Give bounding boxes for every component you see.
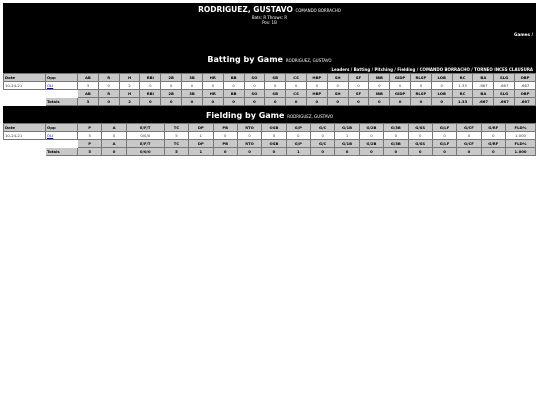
stat-cell: 0	[384, 132, 408, 140]
column-header[interactable]: TC	[164, 140, 188, 148]
column-header[interactable]: SF	[348, 74, 369, 82]
total-cell: 0	[335, 148, 359, 156]
column-header[interactable]: G/C	[311, 124, 335, 132]
blank-cell	[46, 140, 78, 148]
column-header[interactable]: GIDP	[390, 74, 411, 82]
column-header[interactable]: G/2B	[359, 124, 383, 132]
games-link[interactable]: Games /	[514, 32, 533, 37]
column-header[interactable]: RBI	[140, 90, 161, 98]
column-header[interactable]: GIDP	[390, 90, 411, 98]
stat-cell: 1.000	[506, 132, 536, 140]
batting-title-bar	[3, 54, 536, 66]
column-header[interactable]: SH	[327, 90, 348, 98]
column-header[interactable]: SH	[327, 74, 348, 82]
total-cell: .667	[473, 98, 494, 106]
blank-cell	[4, 148, 46, 156]
stat-cell: 0	[140, 82, 161, 90]
column-header[interactable]: 2B	[161, 90, 182, 98]
column-header[interactable]: G/1B	[335, 140, 359, 148]
stat-cell: 0	[359, 132, 383, 140]
blank-cell	[4, 90, 46, 98]
column-header[interactable]: G/LF	[432, 140, 456, 148]
column-header[interactable]: TC	[164, 124, 188, 132]
total-cell: 0	[161, 98, 182, 106]
column-header[interactable]: SO	[244, 90, 265, 98]
total-cell: 0	[359, 148, 383, 156]
column-header[interactable]: 3B	[182, 74, 203, 82]
column-header[interactable]: E/F/T	[126, 124, 164, 132]
column-header[interactable]: PB	[213, 140, 237, 148]
total-cell: 0	[306, 98, 327, 106]
fielding-header-row	[4, 124, 536, 132]
column-header[interactable]: RLSP	[411, 74, 432, 82]
total-cell: 5	[164, 148, 188, 156]
column-header[interactable]: HR	[202, 90, 223, 98]
column-header[interactable]: RTO	[237, 140, 261, 148]
stat-cell: 0	[286, 82, 307, 90]
column-header[interactable]: HR	[202, 74, 223, 82]
fielding-subtitle: RODRIGUEZ, GUSTAVO	[287, 114, 334, 119]
total-cell: 0	[411, 98, 432, 106]
blank-cell	[4, 98, 46, 106]
total-cell: 3	[78, 98, 99, 106]
stat-cell: 1.33	[452, 82, 473, 90]
stat-cell: 0	[408, 132, 432, 140]
stat-cell: 0	[348, 82, 369, 90]
player-name-line	[3, 3, 536, 15]
batting-subtitle: RODRIGUEZ, GUSTAVO	[285, 58, 332, 63]
column-header[interactable]: R	[98, 74, 119, 82]
stat-cell: .667	[515, 82, 536, 90]
total-cell: 0	[98, 98, 119, 106]
column-header[interactable]: LOB	[431, 90, 452, 98]
column-header[interactable]: 3B	[182, 90, 203, 98]
page-container	[3, 3, 536, 156]
total-cell: 0	[237, 148, 261, 156]
stat-cell: 1	[335, 132, 359, 140]
column-header[interactable]: DP	[189, 140, 213, 148]
total-cell: 0	[431, 98, 452, 106]
totals-label: Totals	[46, 98, 78, 106]
fielding-title-bar	[3, 109, 536, 123]
column-header[interactable]: SF	[348, 90, 369, 98]
column-header[interactable]: PB	[213, 124, 237, 132]
batting-header-row	[4, 74, 536, 82]
column-header[interactable]: FLD%	[506, 140, 536, 148]
total-cell: 1	[189, 148, 213, 156]
column-header[interactable]: SLG	[494, 90, 515, 98]
total-cell: 5	[78, 148, 102, 156]
column-header[interactable]: G/CF	[457, 140, 481, 148]
total-cell: 0/0/0	[126, 148, 164, 156]
total-cell: 0	[102, 148, 126, 156]
stat-cell: 0	[262, 132, 286, 140]
total-cell: 1	[286, 148, 310, 156]
column-header[interactable]: RC	[452, 74, 473, 82]
bats-throws: Bats: R Throws: R	[251, 15, 288, 20]
total-cell: .667	[515, 98, 536, 106]
column-header[interactable]: RLSP	[411, 90, 432, 98]
column-header[interactable]: BB	[223, 74, 244, 82]
total-cell: 0	[202, 98, 223, 106]
stat-cell: 1	[189, 132, 213, 140]
blank-cell	[46, 90, 78, 98]
total-cell: 2	[119, 98, 140, 106]
fielding-table	[3, 123, 536, 156]
total-cell: .667	[494, 98, 515, 106]
column-header[interactable]: G/3B	[384, 140, 408, 148]
column-header[interactable]: G/LF	[432, 124, 456, 132]
column-header[interactable]: G/2B	[359, 140, 383, 148]
column-header[interactable]: G/3B	[384, 124, 408, 132]
stat-cell: 0	[457, 132, 481, 140]
stat-cell: 0	[411, 82, 432, 90]
table-row	[4, 132, 536, 140]
column-header[interactable]: AB	[78, 90, 99, 98]
stat-cell: 0	[98, 82, 119, 90]
column-header[interactable]: G/RF	[481, 124, 505, 132]
column-header[interactable]: LOB	[431, 74, 452, 82]
total-cell: 1.000	[506, 148, 536, 156]
stat-cell: 2	[119, 82, 140, 90]
column-header[interactable]: G/P	[286, 140, 310, 148]
column-header[interactable]: BA	[473, 90, 494, 98]
column-header[interactable]: SLG	[494, 74, 515, 82]
column-header[interactable]: E/F/T	[126, 140, 164, 148]
total-cell: 0	[432, 148, 456, 156]
column-header[interactable]: Opp	[46, 124, 78, 132]
column-header[interactable]: CS	[286, 90, 307, 98]
total-cell: 0	[369, 98, 390, 106]
column-header[interactable]: OSB	[262, 124, 286, 132]
stat-cell: 0	[265, 82, 286, 90]
column-header[interactable]: FLD%	[506, 124, 536, 132]
opponent-cell	[46, 82, 78, 90]
fielding-totals-row	[4, 148, 536, 156]
column-header[interactable]: OSB	[262, 140, 286, 148]
column-header[interactable]: AB	[78, 74, 99, 82]
column-header[interactable]: G/1B	[335, 124, 359, 132]
total-cell: 0	[223, 98, 244, 106]
column-header[interactable]: Date	[4, 74, 46, 82]
fielding-title: Fielding by Game	[205, 111, 285, 120]
player-position: Pos: 1B	[262, 20, 277, 25]
total-cell: 0	[140, 98, 161, 106]
total-cell: 0	[244, 98, 265, 106]
batting-nav-breadcrumb[interactable]: Leaders / Batting / Pitching / Fielding / COMANDO BORRACHO / TORNEO INCES CLAUSURA	[3, 66, 536, 73]
column-header[interactable]: G/RF	[481, 140, 505, 148]
column-header[interactable]: RC	[452, 90, 473, 98]
column-header[interactable]: Date	[4, 124, 46, 132]
column-header[interactable]: OBP	[515, 74, 536, 82]
total-cell: 0	[182, 98, 203, 106]
column-header[interactable]: SB	[265, 74, 286, 82]
column-header[interactable]: G/P	[286, 124, 310, 132]
stat-cell: 5	[164, 132, 188, 140]
player-header	[3, 3, 536, 54]
stat-cell: 5	[78, 132, 102, 140]
column-header[interactable]: SO	[244, 74, 265, 82]
column-header[interactable]: 2B	[161, 74, 182, 82]
total-cell: 0	[348, 98, 369, 106]
column-header[interactable]: P	[78, 124, 102, 132]
player-name: RODRIGUEZ, GUSTAVO	[198, 5, 293, 14]
column-header[interactable]: G/SS	[408, 124, 432, 132]
stat-cell: 0	[306, 82, 327, 90]
column-header[interactable]: A	[102, 124, 126, 132]
total-cell: 0	[481, 148, 505, 156]
column-header[interactable]: H	[119, 90, 140, 98]
batting-title: Batting by Game	[207, 55, 283, 64]
opponent-link[interactable]: OLI	[47, 133, 54, 138]
total-cell: 1.33	[452, 98, 473, 106]
stat-cell: .667	[473, 82, 494, 90]
opponent-cell	[46, 132, 78, 140]
column-header[interactable]: HBP	[306, 90, 327, 98]
column-header[interactable]: G/C	[311, 140, 335, 148]
fielding-footer-header-row	[4, 140, 536, 148]
column-header[interactable]: OBP	[515, 90, 536, 98]
column-header[interactable]: A	[102, 140, 126, 148]
total-cell: 0	[327, 98, 348, 106]
blank-cell	[4, 140, 46, 148]
column-header[interactable]: Opp	[46, 74, 78, 82]
batting-table	[3, 73, 536, 106]
total-cell: 0	[286, 98, 307, 106]
stat-cell: 0	[182, 82, 203, 90]
stat-cell: 0	[390, 82, 411, 90]
batting-totals-row	[4, 98, 536, 106]
stat-cell: 0	[327, 82, 348, 90]
column-header[interactable]: DP	[189, 124, 213, 132]
column-header[interactable]: IBB	[369, 90, 390, 98]
total-cell: 0	[262, 148, 286, 156]
total-cell: 0	[390, 98, 411, 106]
column-header[interactable]: H	[119, 74, 140, 82]
stat-cell: 0	[202, 82, 223, 90]
column-header[interactable]: R	[98, 90, 119, 98]
stat-cell: 0	[481, 132, 505, 140]
stat-cell: 0	[102, 132, 126, 140]
stat-cell: 0	[432, 132, 456, 140]
total-cell: 0	[408, 148, 432, 156]
column-header[interactable]: RBI	[140, 74, 161, 82]
stat-cell: 0/0/0	[126, 132, 164, 140]
player-team: COMANDO BORRACHO	[295, 8, 341, 13]
stat-cell: .667	[494, 82, 515, 90]
column-header[interactable]: HBP	[306, 74, 327, 82]
stat-cell: 0	[369, 82, 390, 90]
total-cell: 0	[213, 148, 237, 156]
total-cell: 0	[311, 148, 335, 156]
stat-cell: 0	[237, 132, 261, 140]
date-cell: 10-24-21	[4, 132, 46, 140]
stat-cell: 0	[311, 132, 335, 140]
column-header[interactable]: SB	[265, 90, 286, 98]
column-header[interactable]: RTO	[237, 124, 261, 132]
column-header[interactable]: G/SS	[408, 140, 432, 148]
total-cell: 0	[384, 148, 408, 156]
date-cell: 10-24-21	[4, 82, 46, 90]
stat-cell: 0	[244, 82, 265, 90]
total-cell: 0	[457, 148, 481, 156]
stat-cell: 0	[213, 132, 237, 140]
batting-footer-header-row	[4, 90, 536, 98]
column-header[interactable]: BB	[223, 90, 244, 98]
column-header[interactable]: P	[78, 140, 102, 148]
total-cell: 0	[265, 98, 286, 106]
totals-label: Totals	[46, 148, 78, 156]
column-header[interactable]: IBB	[369, 74, 390, 82]
stat-cell: 0	[223, 82, 244, 90]
stat-cell: 3	[78, 82, 99, 90]
stat-cell: 0	[161, 82, 182, 90]
column-header[interactable]: BA	[473, 74, 494, 82]
column-header[interactable]: CS	[286, 74, 307, 82]
stat-cell: 0	[431, 82, 452, 90]
table-row	[4, 82, 536, 90]
column-header[interactable]: G/CF	[457, 124, 481, 132]
stat-cell: 0	[286, 132, 310, 140]
opponent-link[interactable]: OLI	[47, 83, 54, 88]
